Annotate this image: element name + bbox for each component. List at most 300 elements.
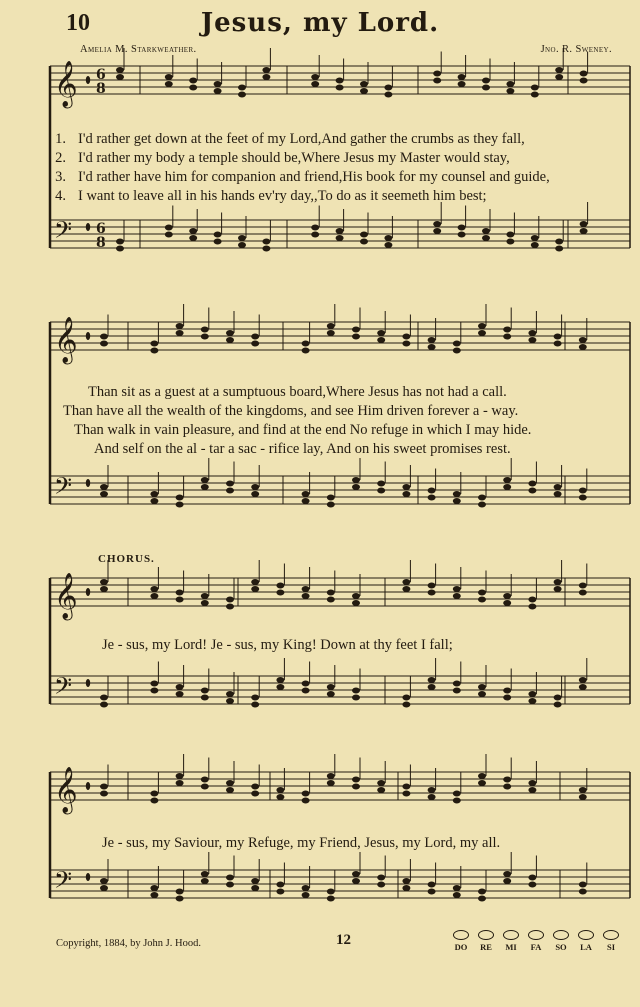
notehead [100, 586, 108, 592]
notehead [555, 239, 563, 245]
solfa-do [452, 930, 470, 952]
verse-3-line-2: Than walk in vain pleasure, and find at the end No refuge in which I may hide. [74, 422, 532, 438]
notehead [327, 691, 335, 697]
solfa-note-shape-icon [528, 930, 544, 940]
notehead [201, 688, 209, 694]
flat-sign-icon [86, 679, 90, 687]
notehead [165, 232, 173, 238]
notehead [503, 477, 511, 483]
notehead [302, 798, 310, 804]
notehead [478, 691, 486, 697]
notehead [503, 327, 511, 333]
notehead [201, 327, 209, 333]
notehead [311, 81, 319, 87]
hymn-author: Amelia M. Starkweather. [80, 44, 197, 55]
solfa-label: SO [555, 942, 567, 952]
notehead [302, 688, 310, 694]
notehead [150, 586, 158, 592]
notehead [201, 878, 209, 884]
notehead [402, 695, 410, 701]
notehead [302, 681, 310, 687]
notehead [302, 593, 310, 599]
notehead [384, 242, 392, 248]
hymn-composer: Jno. R. Sweney. [540, 44, 612, 55]
bass-clef-icon: 𝄢 [54, 672, 73, 705]
notehead [528, 337, 536, 343]
notehead [226, 330, 234, 336]
notehead [201, 484, 209, 490]
notehead [402, 484, 410, 490]
flat-sign-icon [86, 873, 90, 881]
notehead [201, 695, 209, 701]
notehead [214, 232, 222, 238]
notehead [377, 330, 385, 336]
notehead [176, 502, 184, 508]
notehead [579, 583, 587, 589]
notehead [226, 597, 234, 603]
notehead [580, 221, 588, 227]
notehead [478, 323, 486, 329]
notehead [377, 780, 385, 786]
notehead [100, 885, 108, 891]
notehead [262, 239, 270, 245]
notehead [503, 600, 511, 606]
notehead [276, 590, 284, 596]
bass-clef-icon: 𝄢 [54, 472, 73, 505]
treble-clef-icon: 𝄞 [54, 573, 78, 619]
notehead [302, 892, 310, 898]
footer-page-number: 12 [336, 932, 351, 948]
solfa-note-shape-icon [503, 930, 519, 940]
notehead [402, 702, 410, 708]
notehead [238, 235, 246, 241]
notehead [360, 88, 368, 94]
notehead [458, 232, 466, 238]
notehead [100, 791, 108, 797]
solfa-note-shape-icon [478, 930, 494, 940]
flat-sign-icon [86, 782, 90, 790]
notehead [453, 892, 461, 898]
notehead [226, 780, 234, 786]
notehead [352, 334, 360, 340]
notehead [579, 794, 587, 800]
notehead [579, 495, 587, 501]
flat-sign-icon [86, 76, 90, 84]
bass-clef-icon: 𝄢 [54, 216, 73, 249]
notehead [276, 677, 284, 683]
notehead [579, 684, 587, 690]
solfa-label: FA [530, 942, 542, 952]
notehead [100, 579, 108, 585]
notehead [453, 791, 461, 797]
verse-1-line-2: Than sit as a guest at a sumptuous board,Where Jesus has not had a call. [88, 384, 507, 400]
notehead [165, 74, 173, 80]
notehead [528, 597, 536, 603]
notehead [262, 67, 270, 73]
notehead [302, 348, 310, 354]
notehead [579, 590, 587, 596]
solfa-la [577, 930, 595, 952]
notehead [276, 583, 284, 589]
notehead [580, 71, 588, 77]
notehead [176, 780, 184, 786]
notehead [201, 477, 209, 483]
page-number: 10 [66, 10, 90, 36]
verse-3-line-1: 3. I'd rather have him for companion and friend,His book for my counsel and guide, [55, 169, 550, 185]
notehead [377, 488, 385, 494]
hymn-title: Jesus, my Lord. [200, 8, 440, 38]
notehead [478, 330, 486, 336]
notehead [176, 330, 184, 336]
notehead [226, 481, 234, 487]
notehead [302, 341, 310, 347]
notehead [226, 691, 234, 697]
notehead [116, 74, 124, 80]
notehead [377, 337, 385, 343]
notehead [150, 348, 158, 354]
notehead [165, 81, 173, 87]
notehead [531, 85, 539, 91]
notehead [214, 239, 222, 245]
notehead [150, 491, 158, 497]
notehead [176, 684, 184, 690]
notehead [360, 232, 368, 238]
notehead [506, 239, 514, 245]
notehead [554, 579, 562, 585]
notehead [352, 688, 360, 694]
notehead [554, 702, 562, 708]
notehead [302, 885, 310, 891]
notehead [384, 92, 392, 98]
notehead [531, 92, 539, 98]
notehead [554, 484, 562, 490]
notehead [503, 688, 511, 694]
notehead [327, 323, 335, 329]
verse-1-line-1: 1. I'd rather get down at the feet of my Lord,And gather the crumbs as they fall, [55, 131, 525, 147]
verse-4-line-2: And self on the al - tar a sac - rifice lay, And on his sweet promises rest. [94, 441, 511, 457]
notehead [482, 85, 490, 91]
notehead [262, 246, 270, 252]
notehead [327, 502, 335, 508]
solfa-legend [452, 930, 620, 952]
notehead [201, 777, 209, 783]
notehead [176, 896, 184, 902]
notehead [478, 590, 486, 596]
notehead [360, 81, 368, 87]
notehead [165, 225, 173, 231]
notehead [428, 583, 436, 589]
notehead [276, 684, 284, 690]
notehead [453, 593, 461, 599]
notehead [402, 791, 410, 797]
notehead [433, 221, 441, 227]
notehead [352, 871, 360, 877]
notehead [428, 882, 436, 888]
notehead [580, 228, 588, 234]
notehead [189, 78, 197, 84]
notehead [150, 688, 158, 694]
notehead [402, 334, 410, 340]
notehead [478, 597, 486, 603]
solfa-label: SI [606, 942, 616, 952]
notehead [503, 484, 511, 490]
notehead [276, 794, 284, 800]
notehead [503, 878, 511, 884]
notehead [251, 491, 259, 497]
notehead [503, 784, 511, 790]
solfa-label: LA [580, 942, 592, 952]
notehead [528, 875, 536, 881]
notehead [100, 878, 108, 884]
notehead [176, 590, 184, 596]
notehead [327, 590, 335, 596]
notehead [453, 681, 461, 687]
solfa-fa [527, 930, 545, 952]
notehead [226, 488, 234, 494]
notehead [428, 488, 436, 494]
notehead [150, 892, 158, 898]
solfa-re [477, 930, 495, 952]
notehead [251, 885, 259, 891]
notehead [311, 225, 319, 231]
notehead [402, 579, 410, 585]
notehead [453, 498, 461, 504]
notehead [150, 341, 158, 347]
notehead [226, 882, 234, 888]
notehead [226, 337, 234, 343]
time-signature: 6 [96, 221, 106, 237]
notehead [428, 590, 436, 596]
notehead [336, 235, 344, 241]
notehead [276, 882, 284, 888]
notehead [352, 327, 360, 333]
solfa-si [602, 930, 620, 952]
notehead [327, 684, 335, 690]
flat-sign-icon [86, 332, 90, 340]
notehead [116, 67, 124, 73]
notehead [384, 235, 392, 241]
notehead [251, 695, 259, 701]
notehead [503, 334, 511, 340]
notehead [528, 604, 536, 610]
notehead [555, 246, 563, 252]
treble-clef-icon: 𝄞 [54, 317, 78, 363]
notehead [579, 488, 587, 494]
notehead [554, 341, 562, 347]
notehead [150, 885, 158, 891]
notehead [428, 889, 436, 895]
notehead [580, 78, 588, 84]
notehead [428, 787, 436, 793]
notehead [226, 604, 234, 610]
notehead [506, 88, 514, 94]
notehead [176, 773, 184, 779]
notehead [226, 875, 234, 881]
chorus-line-1: Je - sus, my Lord! Je - sus, my King! Down at thy feet I fall; [102, 637, 453, 653]
notehead [482, 78, 490, 84]
notehead [311, 232, 319, 238]
solfa-note-shape-icon [553, 930, 569, 940]
solfa-label: DO [454, 942, 468, 952]
notehead [276, 787, 284, 793]
notehead [100, 334, 108, 340]
notehead [214, 81, 222, 87]
notehead [453, 885, 461, 891]
notehead [453, 341, 461, 347]
notehead [503, 695, 511, 701]
notehead [352, 695, 360, 701]
notehead [554, 695, 562, 701]
notehead [251, 702, 259, 708]
notehead [238, 242, 246, 248]
notehead [506, 232, 514, 238]
notehead [176, 691, 184, 697]
notehead [503, 777, 511, 783]
notehead [336, 228, 344, 234]
notehead [336, 78, 344, 84]
notehead [176, 889, 184, 895]
notehead [433, 78, 441, 84]
notehead [528, 481, 536, 487]
notehead [402, 885, 410, 891]
notehead [453, 348, 461, 354]
solfa-note-shape-icon [603, 930, 619, 940]
flat-sign-icon [86, 223, 90, 231]
notehead [528, 780, 536, 786]
notehead [100, 341, 108, 347]
notehead [352, 784, 360, 790]
notehead [352, 777, 360, 783]
verse-2-line-1: 2. I'd rather my body a temple should be,Where Jesus my Master would stay, [55, 150, 510, 166]
notehead [377, 875, 385, 881]
notehead [226, 787, 234, 793]
notehead [214, 88, 222, 94]
notehead [402, 784, 410, 790]
notehead [478, 495, 486, 501]
flat-sign-icon [86, 588, 90, 596]
notehead [100, 491, 108, 497]
notehead [428, 344, 436, 350]
notehead [528, 882, 536, 888]
notehead [352, 477, 360, 483]
notehead [201, 871, 209, 877]
notehead [506, 81, 514, 87]
notehead [528, 691, 536, 697]
solfa-note-shape-icon [453, 930, 469, 940]
notehead [327, 780, 335, 786]
notehead [402, 491, 410, 497]
notehead [528, 698, 536, 704]
notehead [150, 498, 158, 504]
notehead [327, 889, 335, 895]
notehead [251, 579, 259, 585]
notehead [238, 85, 246, 91]
verse-2-line-2: Than have all the wealth of the kingdoms, and see Him driven forever a - way. [63, 403, 519, 419]
notehead [428, 677, 436, 683]
notehead [251, 484, 259, 490]
solfa-label: RE [480, 942, 492, 952]
notehead [478, 896, 486, 902]
notehead [579, 787, 587, 793]
notehead [302, 491, 310, 497]
solfa-mi [502, 930, 520, 952]
solfa-label: MI [505, 942, 517, 952]
notehead [201, 600, 209, 606]
notehead [150, 791, 158, 797]
notehead [531, 235, 539, 241]
notehead [201, 784, 209, 790]
notehead [116, 246, 124, 252]
time-signature: 8 [96, 235, 106, 251]
notehead [478, 773, 486, 779]
notehead [428, 794, 436, 800]
notehead [327, 495, 335, 501]
notehead [478, 684, 486, 690]
notehead [176, 597, 184, 603]
chorus-line-2: Je - sus, my Saviour, my Refuge, my Friend, Jesus, my Lord, my all. [102, 835, 501, 851]
treble-clef-icon: 𝄞 [54, 767, 78, 813]
notehead [554, 491, 562, 497]
notehead [428, 495, 436, 501]
notehead [458, 81, 466, 87]
notehead [433, 71, 441, 77]
notehead [402, 341, 410, 347]
treble-clef-icon: 𝄞 [54, 61, 78, 107]
notehead [251, 878, 259, 884]
notehead [352, 593, 360, 599]
notehead [238, 92, 246, 98]
notehead [482, 235, 490, 241]
notehead [251, 784, 259, 790]
notehead [336, 85, 344, 91]
bass-clef-icon: 𝄢 [54, 866, 73, 899]
notehead [176, 495, 184, 501]
notehead [402, 586, 410, 592]
notehead [428, 337, 436, 343]
notehead [311, 74, 319, 80]
notehead [276, 889, 284, 895]
notehead [352, 484, 360, 490]
notehead [302, 586, 310, 592]
notehead [327, 330, 335, 336]
notehead [302, 791, 310, 797]
notehead [377, 882, 385, 888]
notehead [453, 586, 461, 592]
notehead [377, 787, 385, 793]
notehead [100, 784, 108, 790]
notehead [116, 239, 124, 245]
notehead [579, 882, 587, 888]
notehead [433, 228, 441, 234]
notehead [201, 334, 209, 340]
notehead [503, 871, 511, 877]
notehead [189, 85, 197, 91]
copyright-notice: Copyright, 1884, by John J. Hood. [56, 938, 201, 949]
notehead [428, 684, 436, 690]
solfa-note-shape-icon [578, 930, 594, 940]
notehead [579, 677, 587, 683]
notehead [262, 74, 270, 80]
notehead [176, 323, 184, 329]
notehead [150, 681, 158, 687]
notehead [100, 484, 108, 490]
verse-4-line-1: 4. I want to leave all in his hands ev'ry day,,To do as it seemeth him best; [55, 188, 487, 204]
notehead [402, 878, 410, 884]
notehead [528, 330, 536, 336]
notehead [453, 688, 461, 694]
notehead [458, 74, 466, 80]
notehead [554, 334, 562, 340]
